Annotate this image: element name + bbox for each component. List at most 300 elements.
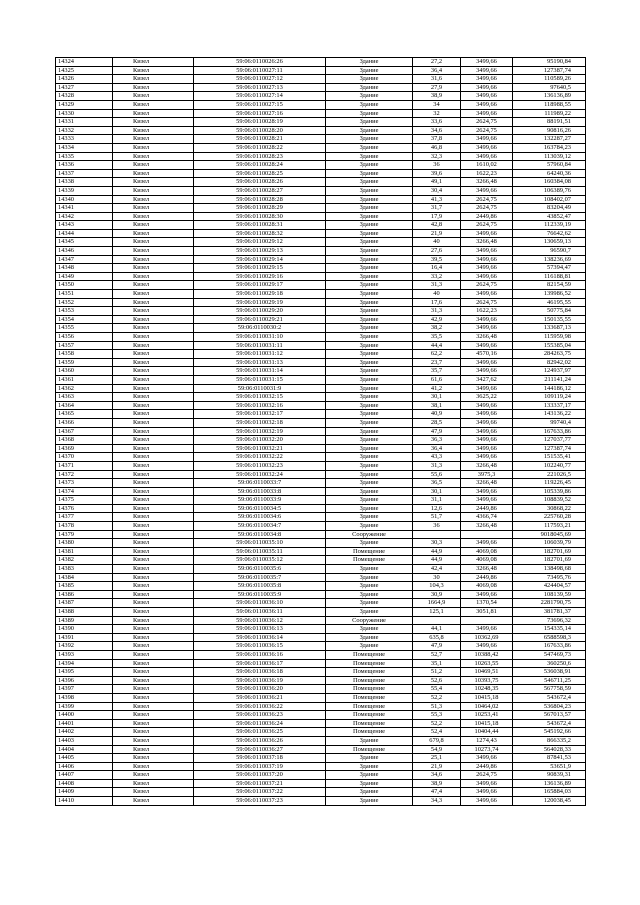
cadastral-number-cell: 59:06:0110036:21: [194, 693, 326, 702]
table-row: [56, 229, 586, 238]
cadastral-value-cell: 113039,12: [513, 152, 586, 161]
cadastral-number-cell: 59:06:0110031:14: [194, 367, 326, 376]
object-type-cell: Здание: [326, 754, 413, 763]
area-cell: 35,1: [413, 659, 461, 668]
cadastral-value-cell: 138498,68: [513, 565, 586, 574]
unit-value-cell: 3499,66: [461, 264, 513, 273]
city-cell: Кизел: [113, 375, 194, 384]
cadastral-value-cell: 127387,74: [513, 66, 586, 75]
cadastral-number-cell: 59:06:0110036:25: [194, 728, 326, 737]
cadastral-number-cell: 59:06:0110029:16: [194, 272, 326, 281]
cadastral-number-cell: 59:06:0110035:7: [194, 573, 326, 582]
row-number-cell: 14353: [56, 307, 113, 316]
unit-value-cell: 3499,66: [461, 135, 513, 144]
city-cell: Кизел: [113, 461, 194, 470]
object-type-cell: Здание: [326, 565, 413, 574]
unit-value-cell: 4069,08: [461, 547, 513, 556]
city-cell: Кизел: [113, 195, 194, 204]
cadastral-number-cell: 59:06:0110036:22: [194, 702, 326, 711]
unit-value-cell: 3499,66: [461, 453, 513, 462]
unit-value-cell: 3499,66: [461, 436, 513, 445]
object-type-cell: Здание: [326, 66, 413, 75]
row-number-cell: 14361: [56, 375, 113, 384]
table-row: [56, 83, 586, 92]
city-cell: Кизел: [113, 272, 194, 281]
table-row: [56, 556, 586, 565]
unit-value-cell: 3499,66: [461, 539, 513, 548]
object-type-cell: Здание: [326, 92, 413, 101]
row-number-cell: 14381: [56, 547, 113, 556]
cadastral-number-cell: 59:06:0110036:14: [194, 633, 326, 642]
city-cell: Кизел: [113, 315, 194, 324]
row-number-cell: 14388: [56, 608, 113, 617]
unit-value-cell: 3499,66: [461, 444, 513, 453]
object-type-cell: Помещение: [326, 728, 413, 737]
row-number-cell: 14380: [56, 539, 113, 548]
area-cell: 33,6: [413, 118, 461, 127]
row-number-cell: 14325: [56, 66, 113, 75]
object-type-cell: Здание: [326, 281, 413, 290]
row-number-cell: 14339: [56, 186, 113, 195]
unit-value-cell: 2624,75: [461, 771, 513, 780]
unit-value-cell: 10415,18: [461, 719, 513, 728]
cadastral-value-cell: 139986,52: [513, 290, 586, 299]
table-row: [56, 539, 586, 548]
area-cell: 51,3: [413, 702, 461, 711]
object-type-cell: Здание: [326, 797, 413, 806]
unit-value-cell: 2624,75: [461, 195, 513, 204]
area-cell: 44,9: [413, 547, 461, 556]
row-number-cell: 14369: [56, 444, 113, 453]
object-type-cell: Здание: [326, 195, 413, 204]
row-number-cell: 14384: [56, 573, 113, 582]
city-cell: Кизел: [113, 58, 194, 67]
city-cell: Кизел: [113, 453, 194, 462]
city-cell: Кизел: [113, 358, 194, 367]
area-cell: 28,5: [413, 418, 461, 427]
area-cell: 635,8: [413, 633, 461, 642]
object-type-cell: Здание: [326, 229, 413, 238]
city-cell: Кизел: [113, 298, 194, 307]
area-cell: 1664,9: [413, 599, 461, 608]
area-cell: 27,2: [413, 58, 461, 67]
city-cell: Кизел: [113, 547, 194, 556]
cadastral-value-cell: 132287,27: [513, 135, 586, 144]
cadastral-number-cell: 59:06:0110035:8: [194, 582, 326, 591]
cadastral-number-cell: 59:06:0110036:12: [194, 616, 326, 625]
area-cell: 31,3: [413, 461, 461, 470]
unit-value-cell: 3499,66: [461, 496, 513, 505]
area-cell: 52,2: [413, 719, 461, 728]
table-row: [56, 367, 586, 376]
table-row: [56, 161, 586, 170]
cadastral-number-cell: 59:06:0110031:13: [194, 358, 326, 367]
city-cell: Кизел: [113, 616, 194, 625]
row-number-cell: 14348: [56, 264, 113, 273]
city-cell: Кизел: [113, 307, 194, 316]
row-number-cell: 14356: [56, 333, 113, 342]
area-cell: 52,2: [413, 693, 461, 702]
cadastral-value-cell: 108839,52: [513, 496, 586, 505]
row-number-cell: 14382: [56, 556, 113, 565]
table-row: [56, 290, 586, 299]
table-row: [56, 264, 586, 273]
unit-value-cell: 3499,66: [461, 143, 513, 152]
cadastral-number-cell: 59:06:0110035:12: [194, 556, 326, 565]
cadastral-value-cell: 221026,5: [513, 470, 586, 479]
row-number-cell: 14373: [56, 479, 113, 488]
unit-value-cell: 3266,48: [461, 522, 513, 531]
unit-value-cell: 10263,55: [461, 659, 513, 668]
cadastral-value-cell: 97640,5: [513, 83, 586, 92]
table-row: [56, 642, 586, 651]
city-cell: Кизел: [113, 212, 194, 221]
city-cell: Кизел: [113, 788, 194, 797]
cadastral-number-cell: 59:06:0110026:26: [194, 58, 326, 67]
area-cell: 12,6: [413, 504, 461, 513]
object-type-cell: Здание: [326, 126, 413, 135]
cadastral-value-cell: 155385,04: [513, 341, 586, 350]
area-cell: 34,3: [413, 797, 461, 806]
city-cell: Кизел: [113, 539, 194, 548]
city-cell: Кизел: [113, 719, 194, 728]
table-row: [56, 143, 586, 152]
city-cell: Кизел: [113, 625, 194, 634]
unit-value-cell: 3499,66: [461, 625, 513, 634]
row-number-cell: 14331: [56, 118, 113, 127]
object-type-cell: Здание: [326, 779, 413, 788]
cadastral-value-cell: 46195,55: [513, 298, 586, 307]
row-number-cell: 14365: [56, 410, 113, 419]
city-cell: Кизел: [113, 779, 194, 788]
table-row: [56, 547, 586, 556]
cadastral-number-cell: 59:06:0110028:25: [194, 169, 326, 178]
unit-value-cell: 3499,66: [461, 186, 513, 195]
unit-value-cell: 3499,66: [461, 109, 513, 118]
area-cell: 32: [413, 109, 461, 118]
cadastral-number-cell: 59:06:0110029:19: [194, 298, 326, 307]
cadastral-number-cell: 59:06:0110028:26: [194, 178, 326, 187]
cadastral-value-cell: 124937,97: [513, 367, 586, 376]
object-type-cell: Здание: [326, 204, 413, 213]
row-number-cell: 14400: [56, 711, 113, 720]
cadastral-value-cell: 105339,86: [513, 487, 586, 496]
object-type-cell: Здание: [326, 100, 413, 109]
cadastral-number-cell: 59:06:0110035:9: [194, 590, 326, 599]
city-cell: Кизел: [113, 754, 194, 763]
unit-value-cell: 1610,02: [461, 161, 513, 170]
table-row: [56, 736, 586, 745]
area-cell: 40,9: [413, 410, 461, 419]
unit-value-cell: 3499,66: [461, 66, 513, 75]
table-row: [56, 204, 586, 213]
area-cell: 44,4: [413, 341, 461, 350]
table-row: [56, 496, 586, 505]
city-cell: Кизел: [113, 393, 194, 402]
object-type-cell: Помещение: [326, 556, 413, 565]
unit-value-cell: 1622,23: [461, 307, 513, 316]
object-type-cell: Здание: [326, 375, 413, 384]
unit-value-cell: 1274,43: [461, 736, 513, 745]
cadastral-number-cell: 59:06:0110028:28: [194, 195, 326, 204]
table-row: [56, 272, 586, 281]
cadastral-value-cell: 6588598,3: [513, 633, 586, 642]
cadastral-value-cell: 160384,08: [513, 178, 586, 187]
area-cell: 38,2: [413, 324, 461, 333]
cadastral-number-cell: 59:06:0110034:6: [194, 513, 326, 522]
row-number-cell: 14324: [56, 58, 113, 67]
cadastral-number-cell: 59:06:0110029:18: [194, 290, 326, 299]
city-cell: Кизел: [113, 565, 194, 574]
city-cell: Кизел: [113, 418, 194, 427]
city-cell: Кизел: [113, 650, 194, 659]
row-number-cell: 14338: [56, 178, 113, 187]
object-type-cell: Здание: [326, 324, 413, 333]
city-cell: Кизел: [113, 487, 194, 496]
table-row: [56, 92, 586, 101]
cadastral-number-cell: 59:06:0110037:18: [194, 754, 326, 763]
cadastral-number-cell: 59:06:0110027:16: [194, 109, 326, 118]
area-cell: 21,9: [413, 229, 461, 238]
row-number-cell: 14344: [56, 229, 113, 238]
row-number-cell: 14340: [56, 195, 113, 204]
area-cell: 31,6: [413, 75, 461, 84]
unit-value-cell: 2449,86: [461, 762, 513, 771]
row-number-cell: 14403: [56, 736, 113, 745]
cadastral-value-cell: 536804,23: [513, 702, 586, 711]
cadastral-value-cell: 9018045,69: [513, 530, 586, 539]
city-cell: Кизел: [113, 333, 194, 342]
cadastral-number-cell: 59:06:0110036:23: [194, 711, 326, 720]
unit-value-cell: 3499,66: [461, 83, 513, 92]
cadastral-value-cell: 95190,84: [513, 58, 586, 67]
table-row: [56, 375, 586, 384]
cadastral-value-cell: 133687,13: [513, 324, 586, 333]
area-cell: 42,8: [413, 221, 461, 230]
table-row: [56, 58, 586, 67]
cadastral-value-cell: 88191,51: [513, 118, 586, 127]
object-type-cell: Здание: [326, 418, 413, 427]
cadastral-value-cell: 127387,74: [513, 444, 586, 453]
area-cell: 62,2: [413, 350, 461, 359]
table-row: [56, 324, 586, 333]
object-type-cell: Здание: [326, 212, 413, 221]
cadastral-value-cell: 130659,13: [513, 238, 586, 247]
cadastral-number-cell: 59:06:0110028:22: [194, 143, 326, 152]
row-number-cell: 14351: [56, 290, 113, 299]
table-row: [56, 186, 586, 195]
table-row: [56, 676, 586, 685]
row-number-cell: 14332: [56, 126, 113, 135]
table-row: [56, 711, 586, 720]
area-cell: 30,9: [413, 590, 461, 599]
row-number-cell: 14328: [56, 92, 113, 101]
table-row: [56, 522, 586, 531]
object-type-cell: Здание: [326, 75, 413, 84]
unit-value-cell: 2624,75: [461, 221, 513, 230]
area-cell: 31,3: [413, 281, 461, 290]
row-number-cell: 14410: [56, 797, 113, 806]
object-type-cell: Здание: [326, 393, 413, 402]
unit-value-cell: 10253,41: [461, 711, 513, 720]
cadastral-value-cell: 211141,24: [513, 375, 586, 384]
row-number-cell: 14327: [56, 83, 113, 92]
cadastral-number-cell: 59:06:0110027:15: [194, 100, 326, 109]
unit-value-cell: 3499,66: [461, 427, 513, 436]
table-row: [56, 281, 586, 290]
area-cell: 55,4: [413, 685, 461, 694]
cadastral-value-cell: 151535,41: [513, 453, 586, 462]
unit-value-cell: 10248,35: [461, 685, 513, 694]
city-cell: Кизел: [113, 608, 194, 617]
city-cell: Кизел: [113, 290, 194, 299]
cadastral-number-cell: 59:06:0110031:11: [194, 341, 326, 350]
row-number-cell: 14355: [56, 324, 113, 333]
city-cell: Кизел: [113, 659, 194, 668]
table-row: [56, 702, 586, 711]
cadastral-number-cell: 59:06:0110036:26: [194, 736, 326, 745]
object-type-cell: Помещение: [326, 745, 413, 754]
table-row: [56, 238, 586, 247]
object-type-cell: Здание: [326, 178, 413, 187]
area-cell: 32,3: [413, 152, 461, 161]
area-cell: 27,6: [413, 247, 461, 256]
row-number-cell: 14385: [56, 582, 113, 591]
cadastral-value-cell: 99740,4: [513, 418, 586, 427]
cadastral-number-cell: 59:06:0110028:27: [194, 186, 326, 195]
unit-value-cell: 3499,66: [461, 92, 513, 101]
area-cell: [413, 530, 461, 539]
object-type-cell: Здание: [326, 238, 413, 247]
object-type-cell: Здание: [326, 762, 413, 771]
cadastral-number-cell: 59:06:0110028:19: [194, 118, 326, 127]
area-cell: 38,1: [413, 401, 461, 410]
row-number-cell: 14376: [56, 504, 113, 513]
area-cell: 31,1: [413, 496, 461, 505]
unit-value-cell: 2624,75: [461, 126, 513, 135]
object-type-cell: Помещение: [326, 676, 413, 685]
object-type-cell: Здание: [326, 590, 413, 599]
area-cell: 44,1: [413, 625, 461, 634]
cadastral-number-cell: 59:06:0110035:11: [194, 547, 326, 556]
cadastral-value-cell: 536038,91: [513, 668, 586, 677]
cadastral-number-cell: 59:06:0110037:19: [194, 762, 326, 771]
unit-value-cell: 3975,3: [461, 470, 513, 479]
cadastral-value-cell: 165884,03: [513, 788, 586, 797]
area-cell: 47,4: [413, 788, 461, 797]
table-row: [56, 650, 586, 659]
area-cell: 46,8: [413, 143, 461, 152]
row-number-cell: 14329: [56, 100, 113, 109]
area-cell: 40: [413, 238, 461, 247]
cadastral-number-cell: 59:06:0110027:14: [194, 92, 326, 101]
row-number-cell: 14377: [56, 513, 113, 522]
unit-value-cell: 3499,66: [461, 255, 513, 264]
city-cell: Кизел: [113, 479, 194, 488]
unit-value-cell: 3266,48: [461, 479, 513, 488]
city-cell: Кизел: [113, 204, 194, 213]
city-cell: Кизел: [113, 668, 194, 677]
area-cell: 42,4: [413, 565, 461, 574]
row-number-cell: 14396: [56, 676, 113, 685]
row-number-cell: 14346: [56, 247, 113, 256]
cadastral-number-cell: 59:06:0110027:11: [194, 66, 326, 75]
area-cell: 38,9: [413, 92, 461, 101]
row-number-cell: 14360: [56, 367, 113, 376]
cadastral-value-cell: 150135,55: [513, 315, 586, 324]
city-cell: Кизел: [113, 126, 194, 135]
area-cell: 61,6: [413, 375, 461, 384]
object-type-cell: Здание: [326, 642, 413, 651]
cadastral-number-cell: 59:06:0110029:14: [194, 255, 326, 264]
cadastral-value-cell: 87841,53: [513, 754, 586, 763]
city-cell: Кизел: [113, 143, 194, 152]
cadastral-value-cell: 284263,75: [513, 350, 586, 359]
object-type-cell: Сооружение: [326, 616, 413, 625]
city-cell: Кизел: [113, 573, 194, 582]
unit-value-cell: 4069,08: [461, 582, 513, 591]
unit-value-cell: 10415,18: [461, 693, 513, 702]
unit-value-cell: 3499,66: [461, 788, 513, 797]
area-cell: 51,2: [413, 668, 461, 677]
table-row: [56, 633, 586, 642]
cadastral-value-cell: 546711,25: [513, 676, 586, 685]
table-row: [56, 436, 586, 445]
row-number-cell: 14372: [56, 470, 113, 479]
cadastral-value-cell: 110589,26: [513, 75, 586, 84]
area-cell: 44,9: [413, 556, 461, 565]
row-number-cell: 14362: [56, 384, 113, 393]
unit-value-cell: 3499,66: [461, 487, 513, 496]
city-cell: Кизел: [113, 771, 194, 780]
unit-value-cell: 3499,66: [461, 779, 513, 788]
cadastral-number-cell: 59:06:0110027:12: [194, 75, 326, 84]
row-number-cell: 14401: [56, 719, 113, 728]
object-type-cell: Помещение: [326, 711, 413, 720]
cadastral-value-cell: 154335,14: [513, 625, 586, 634]
table-row: [56, 401, 586, 410]
cadastral-value-cell: 108402,07: [513, 195, 586, 204]
area-cell: 30,4: [413, 186, 461, 195]
cadastral-value-cell: 82154,59: [513, 281, 586, 290]
unit-value-cell: [461, 616, 513, 625]
object-type-cell: Помещение: [326, 659, 413, 668]
object-type-cell: Здание: [326, 427, 413, 436]
cadastral-number-cell: 59:06:0110036:15: [194, 642, 326, 651]
cadastral-number-cell: 59:06:0110036:13: [194, 625, 326, 634]
object-type-cell: Здание: [326, 573, 413, 582]
table-row: [56, 487, 586, 496]
row-number-cell: 14367: [56, 427, 113, 436]
object-type-cell: Помещение: [326, 685, 413, 694]
cadastral-value-cell: 136136,89: [513, 779, 586, 788]
table-row: [56, 126, 586, 135]
area-cell: 23,7: [413, 358, 461, 367]
row-number-cell: 14364: [56, 401, 113, 410]
cadastral-number-cell: 59:06:0110028:30: [194, 212, 326, 221]
cadastral-value-cell: 90839,31: [513, 771, 586, 780]
cadastral-number-cell: 59:06:0110037:21: [194, 779, 326, 788]
city-cell: Кизел: [113, 530, 194, 539]
unit-value-cell: 3499,66: [461, 290, 513, 299]
object-type-cell: Здание: [326, 186, 413, 195]
area-cell: 36,4: [413, 444, 461, 453]
city-cell: Кизел: [113, 92, 194, 101]
area-cell: 679,8: [413, 736, 461, 745]
table-row: [56, 393, 586, 402]
city-cell: Кизел: [113, 590, 194, 599]
cadastral-value-cell: 543672,4: [513, 719, 586, 728]
